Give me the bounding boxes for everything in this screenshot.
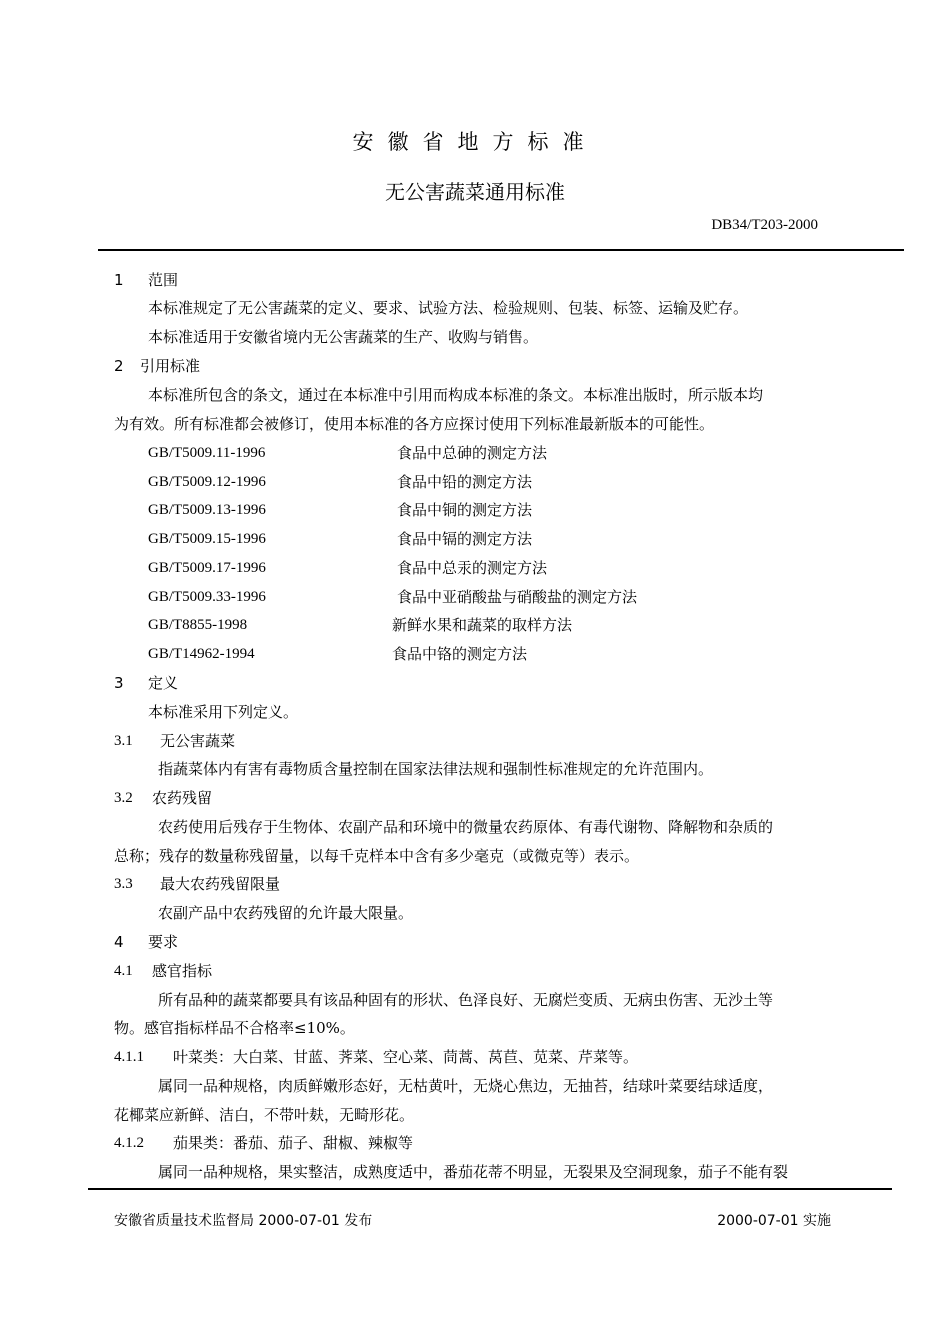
definition-3-term: 最大农药残留限量	[160, 875, 281, 893]
clause-4-1-1-text-line-1: 属同一品种规格，肉质鲜嫩形态好，无枯黄叶，无烧心焦边，无抽苔，结球叶菜要结球适度，	[158, 1077, 774, 1095]
reference-name: 新鲜水果和蔬菜的取样方法	[392, 616, 573, 634]
section-1-heading: 范围	[148, 271, 179, 289]
document-title: 无公害蔬菜通用标准	[385, 180, 565, 204]
reference-code: GB/T14962-1994	[148, 646, 255, 662]
section-4-number: 4	[114, 933, 124, 951]
section-1-number: 1	[114, 271, 124, 289]
clause-4-1-text-line-1: 所有品种的蔬菜都要具有该品种固有的形状、色泽良好、无腐烂变质、无病虫伤害、无沙土等	[158, 991, 774, 1009]
section-2-paragraph-line-1: 本标准所包含的条文，通过在本标准中引用而构成本标准的条文。本标准出版时，所示版本均	[148, 386, 764, 404]
definition-2-number: 3.2	[114, 790, 133, 806]
reference-name: 食品中总汞的测定方法	[397, 559, 548, 577]
reference-name: 食品中亚硝酸盐与硝酸盐的测定方法	[397, 588, 638, 606]
clause-4-1-2-term: 茄果类：番茄、茄子、甜椒、辣椒等	[173, 1134, 414, 1152]
section-4-heading: 要求	[148, 933, 179, 951]
section-3-intro: 本标准采用下列定义。	[148, 703, 299, 721]
definition-1-term: 无公害蔬菜	[160, 732, 236, 750]
standard-type: 安徽省地方标准	[352, 130, 598, 154]
clause-4-1-term: 感官指标	[152, 962, 213, 980]
clause-4-1-1-text-line-2: 花椰菜应新鲜、洁白，不带叶麸，无畸形花。	[114, 1106, 415, 1124]
definition-1-number: 3.1	[114, 733, 133, 749]
footer-issuer: 安徽省质量技术监督局 2000-07-01 发布	[114, 1213, 373, 1229]
reference-name: 食品中铅的测定方法	[397, 473, 533, 491]
header-divider	[98, 249, 904, 251]
reference-code: GB/T5009.33-1996	[148, 589, 266, 605]
reference-code: GB/T5009.15-1996	[148, 531, 266, 547]
reference-code: GB/T5009.13-1996	[148, 502, 266, 518]
clause-4-1-text-line-2: 物。感官指标样品不合格率≤10%。	[114, 1019, 355, 1037]
reference-code: GB/T5009.11-1996	[148, 445, 266, 461]
clause-4-1-number: 4.1	[114, 963, 133, 979]
clause-4-1-1-term: 叶菜类：大白菜、甘蓝、荠菜、空心菜、茼蒿、莴苣、苋菜、芹菜等。	[173, 1048, 639, 1066]
reference-name: 食品中镉的测定方法	[397, 530, 533, 548]
section-1-paragraph-2: 本标准适用于安徽省境内无公害蔬菜的生产、收购与销售。	[148, 328, 539, 346]
section-3-number: 3	[114, 674, 124, 692]
clause-4-1-1-number: 4.1.1	[114, 1049, 144, 1065]
footer-effective-date: 2000-07-01 实施	[717, 1213, 831, 1229]
definition-3-number: 3.3	[114, 876, 133, 892]
reference-code: GB/T5009.12-1996	[148, 474, 266, 490]
reference-code: GB/T5009.17-1996	[148, 560, 266, 576]
reference-code: GB/T8855-1998	[148, 617, 248, 633]
footer-divider	[88, 1188, 892, 1190]
definition-3-text: 农副产品中农药残留的允许最大限量。	[158, 904, 414, 922]
section-2-heading: 引用标准	[140, 357, 201, 375]
clause-4-1-2-number: 4.1.2	[114, 1135, 144, 1151]
section-2-paragraph-line-2: 为有效。所有标准都会被修订，使用本标准的各方应探讨使用下列标准最新版本的可能性。	[114, 415, 715, 433]
reference-name: 食品中铬的测定方法	[392, 645, 528, 663]
definition-2-text-line-1: 农药使用后残存于生物体、农副产品和环境中的微量农药原体、有毒代谢物、降解物和杂质的	[158, 818, 774, 836]
reference-name: 食品中总砷的测定方法	[397, 444, 548, 462]
definition-1-text: 指蔬菜体内有害有毒物质含量控制在国家法律法规和强制性标准规定的允许范围内。	[158, 760, 714, 778]
section-3-heading: 定义	[148, 674, 179, 692]
definition-2-term: 农药残留	[152, 789, 213, 807]
clause-4-1-2-text-line-1: 属同一品种规格，果实整洁，成熟度适中，番茄花蒂不明显，无裂果及空洞现象，茄子不能有裂	[158, 1163, 789, 1181]
section-1-paragraph-1: 本标准规定了无公害蔬菜的定义、要求、试验方法、检验规则、包装、标签、运输及贮存。	[148, 299, 749, 317]
definition-2-text-line-2: 总称；残存的数量称残留量，以每千克样本中含有多少毫克（或微克等）表示。	[114, 847, 640, 865]
section-2-number: 2	[114, 357, 124, 375]
document-code: DB34/T203-2000	[711, 217, 818, 233]
reference-name: 食品中铜的测定方法	[397, 501, 533, 519]
